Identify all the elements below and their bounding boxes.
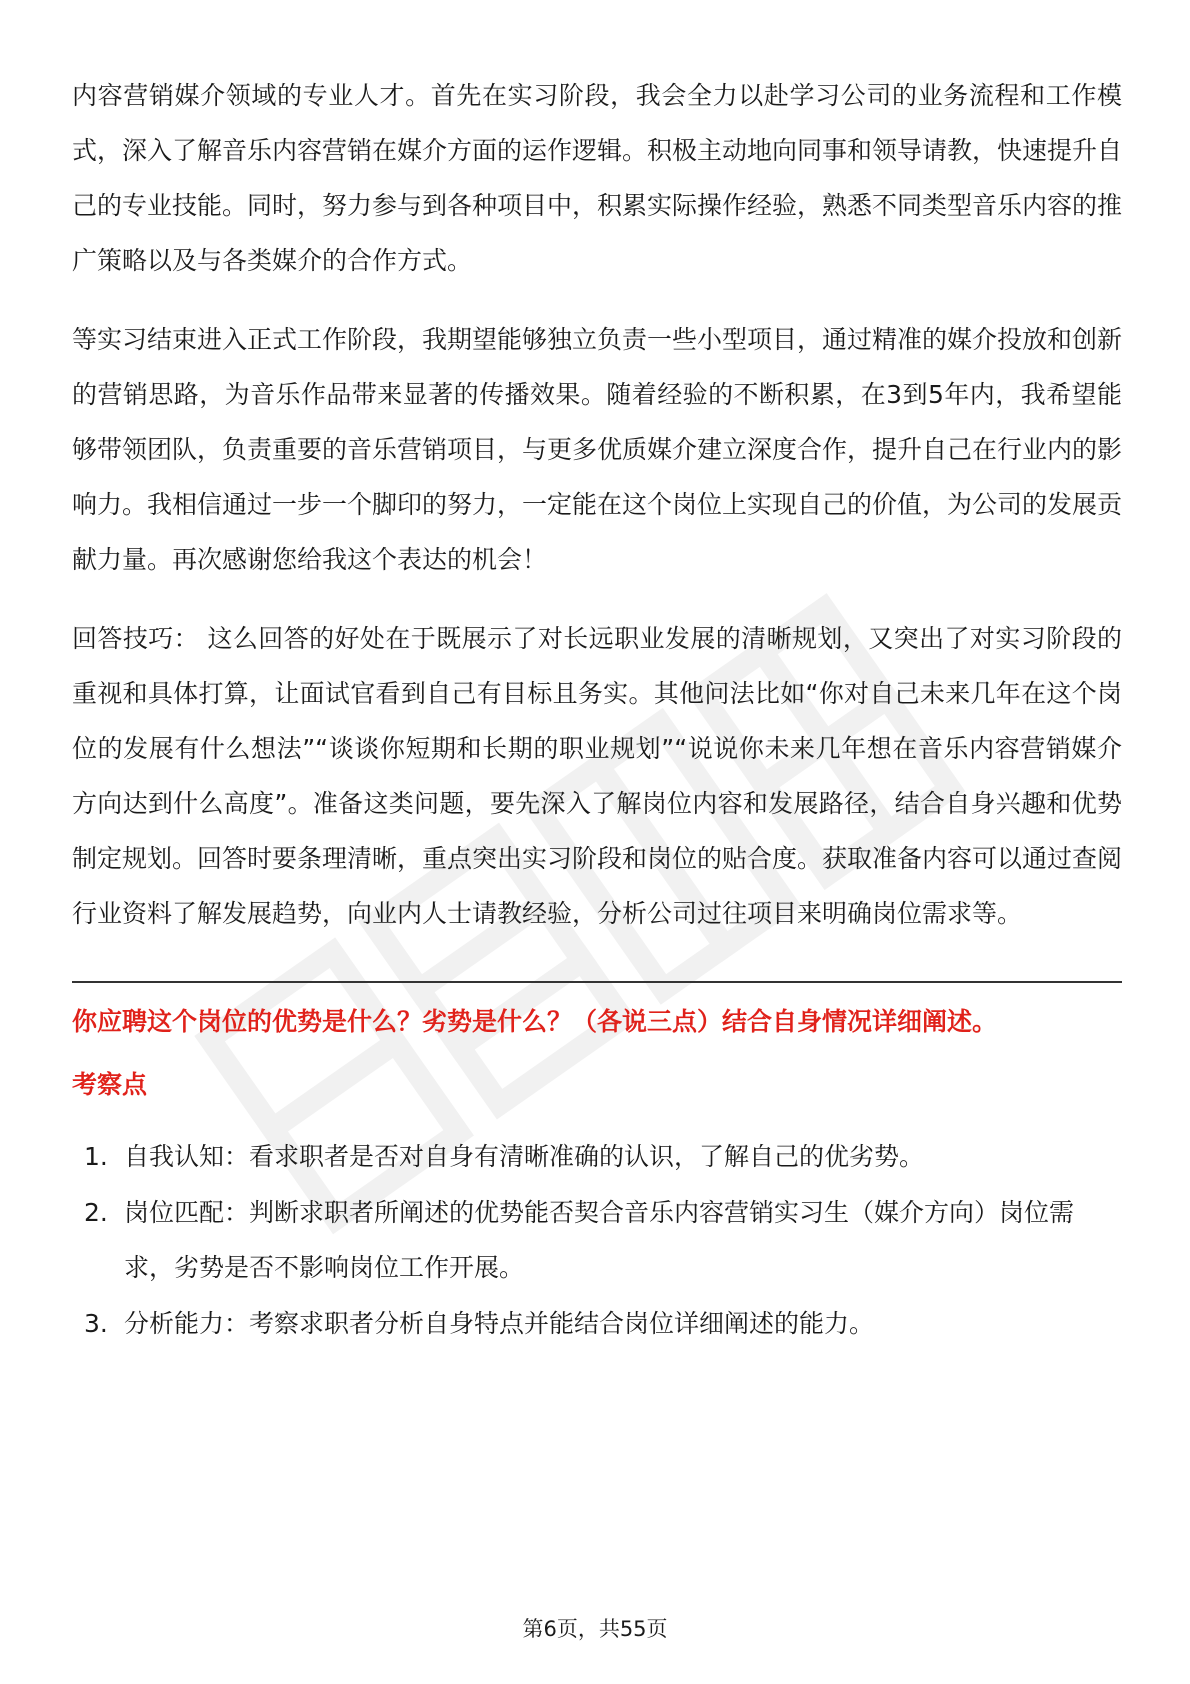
page-number-footer: 第6页，共55页 (522, 1617, 668, 1641)
list-item (72, 1296, 1122, 1351)
assessment-points-heading: 考察点 (72, 1070, 148, 1099)
list-item-number: 3. (84, 1309, 108, 1338)
list-item-number: 1. (84, 1142, 108, 1171)
answer-tips-paragraph: 回答技巧： 这么回答的好处在于既展示了对长远职业发展的清晰规划，又突出了对实习阶段的重视和具体打算，让面试官看到自己有目标且务实。其他问法比如“你对自己未来几年在这个岗位的发展有什么想法”“谈谈你短期和长期的职业规划”“说说你未来几年想在音乐内容营销媒介方向达到什么高度”。准备这类问题，要先深入了解岗位内容和发展路径，结合自身兴趣和优势制定规划。回答时要条理清晰，重点突出实习阶段和岗位的贴合度。获取准备内容可以通过查阅行业资料了解发展趋势，向业内人士请教经验，分析公司过往项目来明确岗位需求等。 (72, 624, 1123, 928)
body-paragraph-1: 内容营销媒介领域的专业人才。首先在实习阶段，我会全力以赴学习公司的业务流程和工作模式，深入了解音乐内容营销在媒介方面的运作逻辑。积极主动地向同事和领导请教，快速提升自己的专业技能。同时，努力参与到各种项目中，积累实际操作经验，熟悉不同类型音乐内容的推广策略以及与各类媒介的合作方式。 (72, 81, 1123, 275)
list-item-text: 分析能力：考察求职者分析自身特点并能结合岗位详细阐述的能力。 (124, 1309, 875, 1338)
list-item-number: 2. (84, 1198, 108, 1227)
list-item (72, 1185, 1122, 1295)
list-item-text: 自我认知：看求职者是否对自身有清晰准确的认识，了解自己的优劣势。 (124, 1142, 925, 1171)
assessment-points-list (72, 1129, 1122, 1351)
list-item-text: 岗位匹配：判断求职者所阐述的优势能否契合音乐内容营销实习生（媒介方向）岗位需求，劣势是否不影响岗位工作开展。 (124, 1198, 1075, 1282)
interview-question: 你应聘这个岗位的优势是什么？劣势是什么？（各说三点）结合自身情况详细阐述。 (72, 1007, 998, 1036)
page-content (72, 68, 1122, 1352)
list-item (72, 1129, 1122, 1184)
body-paragraph-2: 等实习结束进入正式工作阶段，我期望能够独立负责一些小型项目，通过精准的媒介投放和创新的营销思路，为音乐作品带来显著的传播效果。随着经验的不断积累，在3到5年内，我希望能够带领团队，负责重要的音乐营销项目，与更多优质媒介建立深度合作，提升自己在行业内的影响力。我相信通过一步一个脚印的努力，一定能在这个岗位上实现自己的价值，为公司的发展贡献力量。再次感谢您给我这个表达的机会！ (72, 325, 1123, 574)
section-divider (72, 981, 1122, 983)
